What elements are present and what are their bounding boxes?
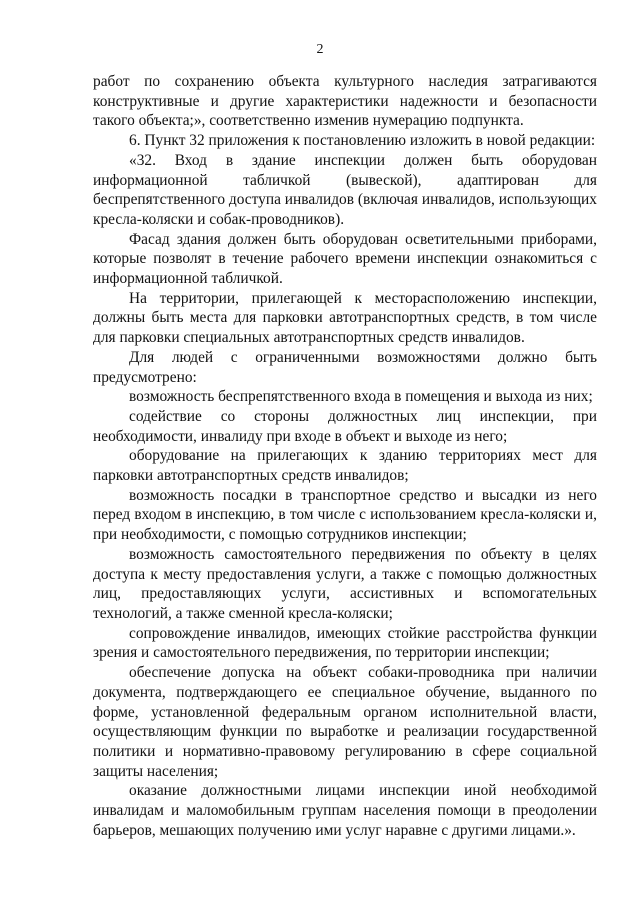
list-item: оборудование на прилегающих к зданию территориях мест для парковки автотранспортных средств инвалидов; <box>93 447 597 485</box>
list-item: возможность посадки в транспортное средство и высадки из него перед входом в инспекцию, в том числе с использованием кресла-коляски и, при необходимости, с помощью сотрудников инспекции; <box>93 486 597 544</box>
paragraph-provisions-intro: Для людей с ограниченными возможностями должно быть предусмотрено: <box>93 348 597 386</box>
list-item: возможность беспрепятственного входа в помещения и выхода из них; <box>129 388 593 406</box>
list-item: сопровождение инвалидов, имеющих стойкие расстройства функции зрения и самостоятельного передвижения, по территории инспекции; <box>93 624 597 662</box>
paragraph-item-6: 6. Пункт 32 приложения к постановлению изложить в новой редакции: <box>129 132 596 150</box>
paragraph-facade: Фасад здания должен быть оборудован осветительными приборами, которые позволят в течение рабочего времени инспекции ознакомиться с информационной табличкой. <box>93 230 597 288</box>
page-number: 2 <box>316 42 324 57</box>
paragraph-parking: На территории, прилегающей к месторасположению инспекции, должны быть места для парковки автотранспортных средств, в том числе для парковки специальных автотранспортных средств инвалидов. <box>93 289 597 347</box>
list-item: оказание должностными лицами инспекции иной необходимой инвалидам и маломобильным группам населения помощи в преодолении барьеров, мешающих получению ими услуг наравне с другими лицами.». <box>93 782 597 839</box>
paragraph-point-32: «32. Вход в здание инспекции должен быть оборудован информационной табличкой (вывеской), адаптирован для беспрепятственного доступа инвалидов (включая инвалидов, использующих кресла-коляски и собак-проводников). <box>93 151 597 228</box>
list-item: возможность самостоятельного передвижения по объекту в целях доступа к месту предоставления услуги, а также с помощью должностных лиц, предоставляющих услуги, ассистивных и вспомогательных технологий, а также сменной кресла-коляски; <box>93 545 597 622</box>
list-item: содействие со стороны должностных лиц инспекции, при необходимости, инвалиду при входе в объект и выходе из него; <box>93 407 597 445</box>
paragraph-continuation: работ по сохранению объекта культурного наследия затрагиваются конструктивные и другие характеристики надежности и безопасности такого объекта;», соответственно изменив нумерацию подпункта. <box>93 73 597 130</box>
document-body <box>93 72 597 840</box>
list-item: обеспечение допуска на объект собаки-проводника при наличии документа, подтверждающего ее специальное обучение, выданного по форме, установленной федеральным органом исполнительной власти, осуществляющим функции по выработке и реализации государственной политики и нормативно-правовому регулированию в сфере социальной защиты населения; <box>93 664 597 780</box>
